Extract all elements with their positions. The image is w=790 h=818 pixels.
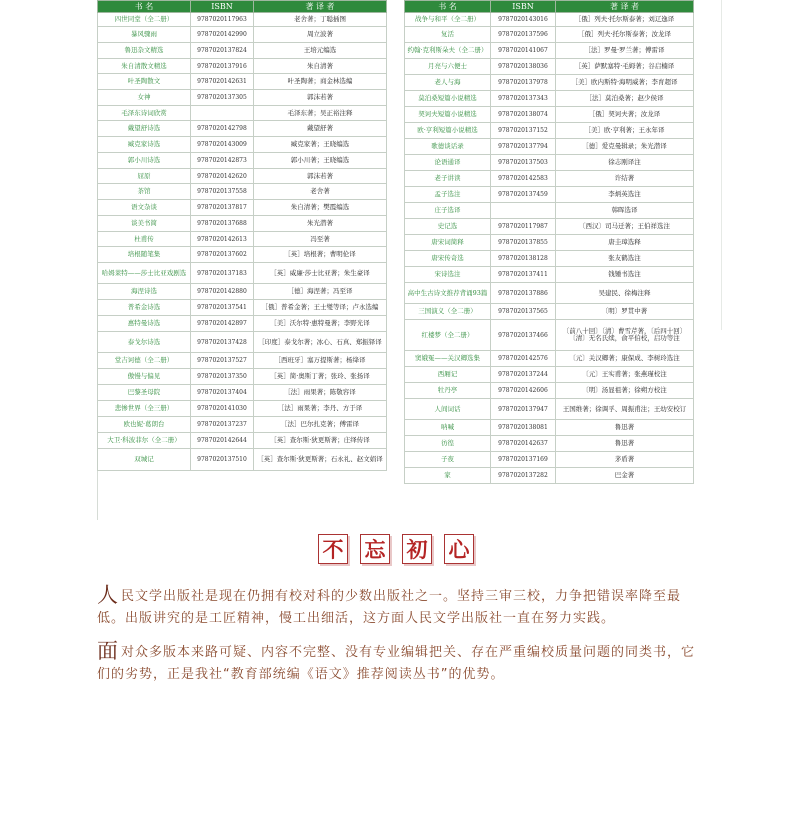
isbn-cell: 9787020137503 (491, 155, 556, 171)
table-row (405, 251, 694, 267)
author-cell: ［英］萨默塞特·毛姆著；谷启楠译 (556, 59, 694, 75)
isbn-cell: 9787020142583 (491, 171, 556, 187)
author-cell: 〔明〕汤显祖著；徐朔方校注 (556, 383, 694, 399)
isbn-cell: 9787020117987 (491, 219, 556, 235)
author-cell: 〔元〕关汉卿著；康保成、李树玲选注 (556, 351, 694, 367)
table-row (98, 184, 387, 200)
book-title-cell: 月亮与六便士 (405, 59, 491, 75)
author-cell: 朱自清著 (254, 59, 387, 74)
table-row (405, 155, 694, 171)
author-cell: 叶圣陶著；商金林选编 (254, 74, 387, 90)
book-title-cell: 人间词话 (405, 399, 491, 420)
book-title-cell: 莫泊桑短篇小说精选 (405, 91, 491, 107)
table-row (98, 247, 387, 263)
table-row (405, 383, 694, 399)
author-cell: ［美］沃尔特·惠特曼著；李野光译 (254, 316, 387, 332)
isbn-cell: 9787020137282 (491, 468, 556, 484)
table-row (98, 74, 387, 90)
isbn-cell: 9787020138128 (491, 251, 556, 267)
isbn-cell: 9787020137350 (191, 369, 254, 385)
book-title-cell: 毛泽东诗词欣赏 (98, 106, 191, 121)
author-cell: ［俄］列夫·托尔斯泰著；刘辽逸译 (556, 13, 694, 27)
table-row (98, 200, 387, 216)
isbn-cell: 9787020117963 (191, 13, 254, 27)
isbn-cell: 9787020142798 (191, 121, 254, 137)
slogan-char: 不 (318, 534, 348, 564)
header-author: 著 译 者 (254, 1, 387, 13)
table-row (98, 27, 387, 43)
author-cell: ［俄］契诃夫著；汝龙译 (556, 107, 694, 123)
isbn-cell: 9787020142631 (191, 74, 254, 90)
book-title-cell: 高中生古诗文推荐背诵93篇 (405, 283, 491, 304)
table-row (405, 13, 694, 27)
author-cell: 唐圭璋选释 (556, 235, 694, 251)
isbn-cell: 9787020137602 (191, 247, 254, 263)
author-cell: 冯至著 (254, 232, 387, 247)
table-header-row (98, 1, 387, 13)
author-cell: 郭沫若著 (254, 169, 387, 184)
author-cell: ［美］欧·亨利著；王永年译 (556, 123, 694, 139)
book-title-cell: 语文杂谈 (98, 200, 191, 216)
author-cell: 〔元〕王实甫著；张燕瑾校注 (556, 367, 694, 383)
book-title-cell: 惠特曼诗选 (98, 316, 191, 332)
right-table-body (405, 13, 694, 484)
book-title-cell: 朱自清散文精选 (98, 59, 191, 74)
isbn-cell: 9787020137244 (491, 367, 556, 383)
slogan-char: 心 (444, 534, 474, 564)
author-cell: ［英］简·奥斯丁著；张玲、张扬译 (254, 369, 387, 385)
table-row (98, 43, 387, 59)
table-row (98, 13, 387, 27)
book-title-cell: 鲁迅杂文精选 (98, 43, 191, 59)
isbn-cell: 9787020138074 (491, 107, 556, 123)
book-title-cell: 双城记 (98, 449, 191, 471)
table-row (405, 139, 694, 155)
isbn-cell: 9787020141030 (191, 401, 254, 417)
author-cell: 徐志刚译注 (556, 155, 694, 171)
isbn-cell: 9787020137152 (491, 123, 556, 139)
table-row (405, 187, 694, 203)
paragraph-initial: 人 (97, 583, 119, 607)
isbn-cell: 9787020137978 (491, 75, 556, 91)
book-title-cell: 普希金诗选 (98, 300, 191, 316)
table-row (98, 353, 387, 369)
book-list-table-left (97, 0, 387, 471)
table-row (405, 171, 694, 187)
isbn-cell: 9787020142620 (191, 169, 254, 184)
book-title-cell: 约翰·克利斯朵夫（全二册） (405, 43, 491, 59)
table-row (405, 399, 694, 420)
table-header-row (405, 1, 694, 13)
table-row (98, 137, 387, 153)
isbn-cell: 9787020137459 (491, 187, 556, 203)
book-title-cell: 唐宋传奇选 (405, 251, 491, 267)
book-title-cell: 论语通译 (405, 155, 491, 171)
author-cell: 郭沫若著 (254, 90, 387, 106)
header-isbn: ISBN (491, 1, 556, 13)
book-title-cell: 屈原 (98, 169, 191, 184)
book-title-cell: 彷徨 (405, 436, 491, 452)
isbn-cell: 9787020137886 (491, 283, 556, 304)
author-cell: 王国维著；徐调孚、周振甫注；王幼安校订 (556, 399, 694, 420)
slogan-char: 忘 (360, 534, 390, 564)
isbn-cell: 9787020137817 (191, 200, 254, 216)
isbn-cell: 9787020137466 (491, 320, 556, 351)
book-title-cell: 叶圣陶散文 (98, 74, 191, 90)
paragraph-proofreading (97, 584, 697, 630)
table-row (98, 417, 387, 433)
table-row (405, 123, 694, 139)
book-title-cell: 海涅诗选 (98, 284, 191, 300)
isbn-cell: 9787020143016 (491, 13, 556, 27)
author-cell: 朱光潜著 (254, 216, 387, 232)
isbn-cell: 9787020137404 (191, 385, 254, 401)
book-title-cell: 哈姆莱特——莎士比亚戏剧选 (98, 263, 191, 284)
isbn-cell: 9787020137855 (491, 235, 556, 251)
table-row (405, 267, 694, 283)
author-cell: ［西班牙］塞万提斯著；杨绛译 (254, 353, 387, 369)
book-title-cell: 子夜 (405, 452, 491, 468)
paragraph-advantage (97, 640, 697, 686)
book-title-cell: 暴风骤雨 (98, 27, 191, 43)
author-cell: ［法］巴尔扎克著；傅雷译 (254, 417, 387, 433)
table-row (98, 433, 387, 449)
author-cell: 李炳英选注 (556, 187, 694, 203)
book-title-cell: 战争与和平（全二册） (405, 13, 491, 27)
table-row (405, 107, 694, 123)
author-cell: ［法］雨果著；陈敬容译 (254, 385, 387, 401)
book-title-cell: 孟子选注 (405, 187, 491, 203)
table-row (405, 351, 694, 367)
author-cell: 臧克家著；王晓编选 (254, 137, 387, 153)
book-title-cell: 窦娥冤——关汉卿选集 (405, 351, 491, 367)
author-cell: ［英］查尔斯·狄更斯著；石永礼、赵文娟译 (254, 449, 387, 471)
author-cell: ［德］海涅著；冯至译 (254, 284, 387, 300)
book-title-cell: 呐喊 (405, 420, 491, 436)
table-row (98, 332, 387, 353)
table-row (405, 436, 694, 452)
book-title-cell: 宋诗选注 (405, 267, 491, 283)
book-title-cell: 牡丹亭 (405, 383, 491, 399)
isbn-cell: 9787020137558 (191, 184, 254, 200)
isbn-cell: 9787020137794 (491, 139, 556, 155)
table-row (98, 284, 387, 300)
isbn-cell: 9787020137428 (191, 332, 254, 353)
header-isbn: ISBN (191, 1, 254, 13)
isbn-cell: 9787020137169 (491, 452, 556, 468)
isbn-cell: 9787020137947 (491, 399, 556, 420)
slogan-title (318, 534, 474, 564)
table-row (98, 232, 387, 247)
author-cell: 老舍著 (254, 184, 387, 200)
book-title-cell: 郭小川诗选 (98, 153, 191, 169)
table-row (405, 235, 694, 251)
book-title-cell: 西厢记 (405, 367, 491, 383)
table-row (98, 316, 387, 332)
table-row (405, 219, 694, 235)
book-title-cell: 女神 (98, 90, 191, 106)
isbn-cell: 9787020137596 (491, 27, 556, 43)
author-cell: 〔西汉〕司马迁著；王伯祥选注 (556, 219, 694, 235)
book-title-cell: 红楼梦（全二册） (405, 320, 491, 351)
isbn-cell (191, 106, 254, 121)
left-table-body (98, 13, 387, 471)
table-row (405, 468, 694, 484)
isbn-cell: 9787020142606 (491, 383, 556, 399)
isbn-cell: 9787020141067 (491, 43, 556, 59)
book-title-cell: 家 (405, 468, 491, 484)
book-title-cell: 契诃夫短篇小说精选 (405, 107, 491, 123)
isbn-cell: 9787020142576 (491, 351, 556, 367)
book-title-cell: 欧·亨利短篇小说精选 (405, 123, 491, 139)
book-title-cell: 老子讲读 (405, 171, 491, 187)
author-cell: 戴望舒著 (254, 121, 387, 137)
author-cell: 张友鹤选注 (556, 251, 694, 267)
author-cell: 吴建民、徐梅注释 (556, 283, 694, 304)
isbn-cell: 9787020137183 (191, 263, 254, 284)
table-row (405, 203, 694, 219)
table-row (98, 121, 387, 137)
header-title: 书 名 (405, 1, 491, 13)
author-cell: ［法］雨果著；李丹、方于译 (254, 401, 387, 417)
table-row (98, 449, 387, 471)
book-title-cell: 四世同堂（全二册） (98, 13, 191, 27)
isbn-cell: 9787020142644 (191, 433, 254, 449)
table-row (98, 106, 387, 121)
author-cell: 钱锺书选注 (556, 267, 694, 283)
header-title: 书 名 (98, 1, 191, 13)
right-frame-line (721, 0, 722, 330)
table-row (405, 320, 694, 351)
author-cell: 老舍著；丁聪插图 (254, 13, 387, 27)
author-cell: 王培元编选 (254, 43, 387, 59)
author-cell: ［英］威廉·莎士比亚著；朱生豪译 (254, 263, 387, 284)
book-title-cell: 堂吉诃德（全二册） (98, 353, 191, 369)
author-cell: 茅盾著 (556, 452, 694, 468)
table-row (405, 452, 694, 468)
isbn-cell: 9787020138036 (491, 59, 556, 75)
isbn-cell: 9787020137305 (191, 90, 254, 106)
table-row (98, 59, 387, 74)
book-title-cell: 大卫·科波菲尔（全二册） (98, 433, 191, 449)
author-cell: ［德］爱克曼辑录；朱光潜译 (556, 139, 694, 155)
isbn-cell: 9787020142897 (191, 316, 254, 332)
author-cell: 韩晖选译 (556, 203, 694, 219)
isbn-cell: 9787020137237 (191, 417, 254, 433)
table-row (98, 300, 387, 316)
book-title-cell: 歌德谈话录 (405, 139, 491, 155)
table-row (98, 90, 387, 106)
paragraph-initial: 面 (97, 639, 119, 663)
isbn-cell: 9787020142873 (191, 153, 254, 169)
book-title-cell: 杜甫传 (98, 232, 191, 247)
isbn-cell (491, 203, 556, 219)
table-row (405, 27, 694, 43)
author-cell: ［美］欧内斯特·海明威著；李育超译 (556, 75, 694, 91)
isbn-cell: 9787020143009 (191, 137, 254, 153)
book-title-cell: 庄子选译 (405, 203, 491, 219)
table-row (405, 367, 694, 383)
slogan-char: 初 (402, 534, 432, 564)
book-title-cell: 欧也妮·葛朗台 (98, 417, 191, 433)
table-row (98, 153, 387, 169)
table-row (405, 59, 694, 75)
book-title-cell: 三国演义（全二册） (405, 304, 491, 320)
book-title-cell: 茶馆 (98, 184, 191, 200)
table-row (405, 43, 694, 59)
isbn-cell: 9787020137343 (491, 91, 556, 107)
isbn-cell: 9787020137916 (191, 59, 254, 74)
author-cell: 鲁迅著 (556, 436, 694, 452)
table-row (98, 216, 387, 232)
book-title-cell: 谈美书简 (98, 216, 191, 232)
author-cell: ［法］罗曼·罗兰著；傅雷译 (556, 43, 694, 59)
book-list-table-right (404, 0, 694, 484)
author-cell: ［印度］泰戈尔著；冰心、石真、郑振铎译 (254, 332, 387, 353)
table-row (405, 304, 694, 320)
table-row (98, 169, 387, 184)
book-title-cell: 史记选 (405, 219, 491, 235)
book-title-cell: 巴黎圣母院 (98, 385, 191, 401)
author-cell: 朱自清著；樊霞编选 (254, 200, 387, 216)
paragraph-text: 民文学出版社是现在仍拥有校对科的少数出版社之一。坚持三审三校，力争把错误率降至最低。出版讲究的是工匠精神，慢工出细活，这方面人民文学出版社一直在努力实践。 (97, 589, 682, 626)
paragraph-text: 对众多版本来路可疑、内容不完整、没有专业编辑把关、存在严重编校质量问题的同类书，它们的劣势，正是我社“教育部统编《语文》推荐阅读丛书”的优势。 (97, 645, 696, 682)
isbn-cell: 9787020137541 (191, 300, 254, 316)
book-title-cell: 复活 (405, 27, 491, 43)
table-row (405, 420, 694, 436)
book-title-cell: 傲慢与偏见 (98, 369, 191, 385)
author-cell: 巴金著 (556, 468, 694, 484)
author-cell: 鲁迅著 (556, 420, 694, 436)
isbn-cell: 9787020138081 (491, 420, 556, 436)
isbn-cell: 9787020137565 (491, 304, 556, 320)
book-title-cell: 悲惨世界（全三册） (98, 401, 191, 417)
table-row (98, 369, 387, 385)
author-cell: ［俄］普希金著；王士燮等译；卢永选编 (254, 300, 387, 316)
table-row (405, 91, 694, 107)
isbn-cell: 9787020142613 (191, 232, 254, 247)
book-title-cell: 戴望舒诗选 (98, 121, 191, 137)
author-cell: 〔前八十回〕〔清〕曹雪芹著，〔后四十回〕〔清〕无名氏续，俞平伯校，启功等注 (556, 320, 694, 351)
isbn-cell: 9787020137688 (191, 216, 254, 232)
isbn-cell: 9787020137510 (191, 449, 254, 471)
book-title-cell: 培根随笔集 (98, 247, 191, 263)
author-cell: ［俄］列夫·托尔斯泰著；汝龙译 (556, 27, 694, 43)
author-cell: 〔明〕罗贯中著 (556, 304, 694, 320)
isbn-cell: 9787020137411 (491, 267, 556, 283)
isbn-cell: 9787020142637 (491, 436, 556, 452)
author-cell: 毛泽东著；吴正裕注释 (254, 106, 387, 121)
table-row (98, 385, 387, 401)
book-title-cell: 臧克家诗选 (98, 137, 191, 153)
table-row (98, 401, 387, 417)
author-cell: ［英］培根著；曹明伦译 (254, 247, 387, 263)
isbn-cell: 9787020142990 (191, 27, 254, 43)
book-title-cell: 泰戈尔诗选 (98, 332, 191, 353)
table-row (98, 263, 387, 284)
header-author: 著 译 者 (556, 1, 694, 13)
author-cell: 许结著 (556, 171, 694, 187)
book-title-cell: 唐宋词简释 (405, 235, 491, 251)
isbn-cell: 9787020137824 (191, 43, 254, 59)
author-cell: ［英］查尔斯·狄更斯著；庄绎传译 (254, 433, 387, 449)
isbn-cell: 9787020137527 (191, 353, 254, 369)
isbn-cell: 9787020142880 (191, 284, 254, 300)
author-cell: 郭小川著；王晓编选 (254, 153, 387, 169)
book-title-cell: 老人与海 (405, 75, 491, 91)
table-row (405, 283, 694, 304)
author-cell: 周立波著 (254, 27, 387, 43)
author-cell: ［法］莫泊桑著；赵少侯译 (556, 91, 694, 107)
table-row (405, 75, 694, 91)
